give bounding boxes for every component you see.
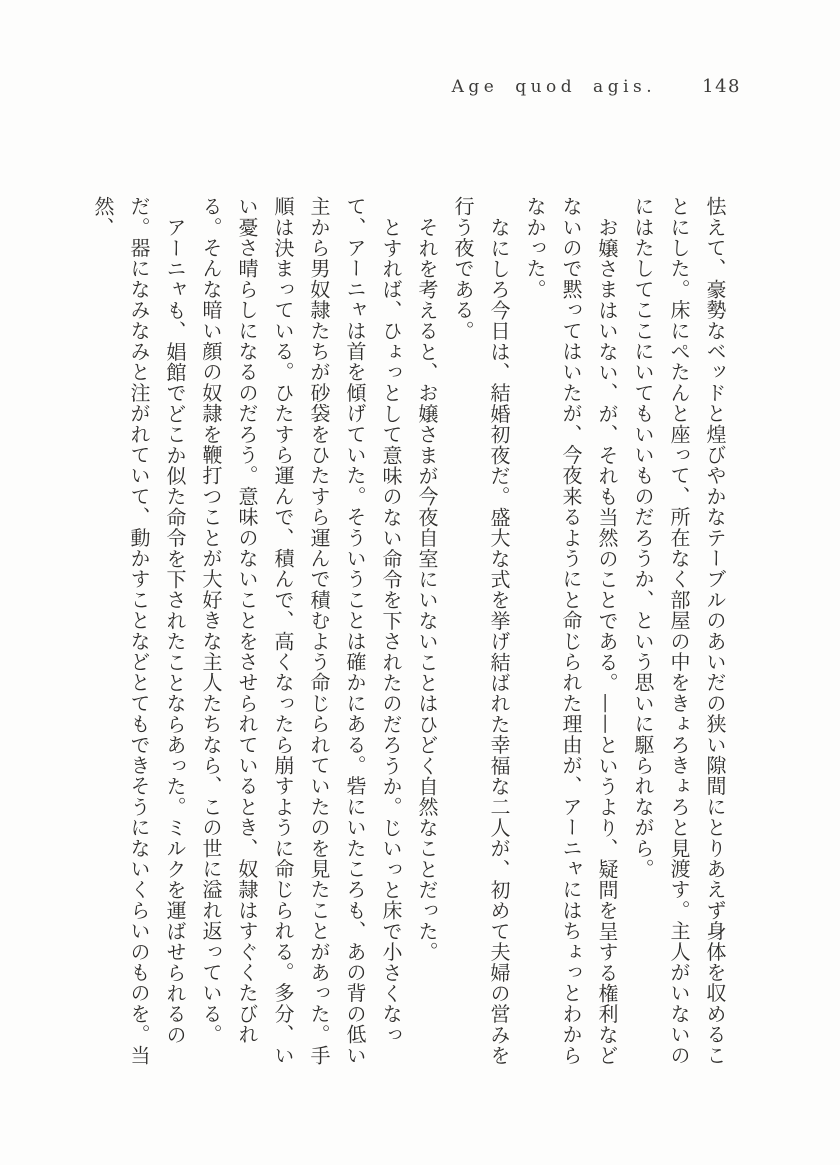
paragraph: なにしろ今日は、結婚初夜だ。盛大な式を挙げ結ばれた幸福な二人が、初めて夫婦の営みを行う夜である。 (451, 196, 511, 1066)
paragraph: 怯えて、豪勢なベッドと煌びやかなテーブルのあいだの狭い隙間にとりあえず身体を収めることにした。床にぺたんと座って、所在なく部屋の中をきょろきょろと見渡す。主人がいないのにはたしてここにいてもいいものだろうか、という思いに駆られながら。 (631, 196, 727, 1066)
paragraph: とすれば、ひょっとして意味のない命令を下されたのだろうか。じいっと床で小さくなって、アーニャは首を傾げていた。そういうことは確かにある。砦にいたころも、あの背の低い主から男奴隷たちが砂袋をひたすら運んで積むよう命じられていたのを見たことがあった。手順は決まっている。ひたすら運んで、積んで、高くなったら崩すように命じられる。多分、いい憂さ晴らしになるのだろう。意味のないことをさせられているとき、奴隷はすぐくたびれる。そんな暗い顔の奴隷を鞭打つことが大好きな主人たちなら、この世に溢れ返っている。 (199, 196, 403, 1066)
page-header (452, 76, 741, 97)
paragraph: アーニャも、娼館でどこか似た命令を下されたことならあった。ミルクを運ばせられるのだ。器になみなみと注がれていて、動かすことなどとてもできそうにないくらいのものを。当然、 (91, 196, 187, 1066)
page-number: 148 (702, 76, 741, 97)
paragraph: お嬢さまはいない、が、それも当然のことである。——というより、疑問を呈する権利などないので黙ってはいたが、今夜来るようにと命じられた理由が、アーニャにはちょっとわからなかった。 (523, 196, 619, 1066)
paragraph: それを考えると、お嬢さまが今夜自室にいないことはひどく自然なことだった。 (415, 217, 439, 963)
body-text (85, 196, 733, 1068)
running-title: Age quod agis. (451, 77, 657, 97)
